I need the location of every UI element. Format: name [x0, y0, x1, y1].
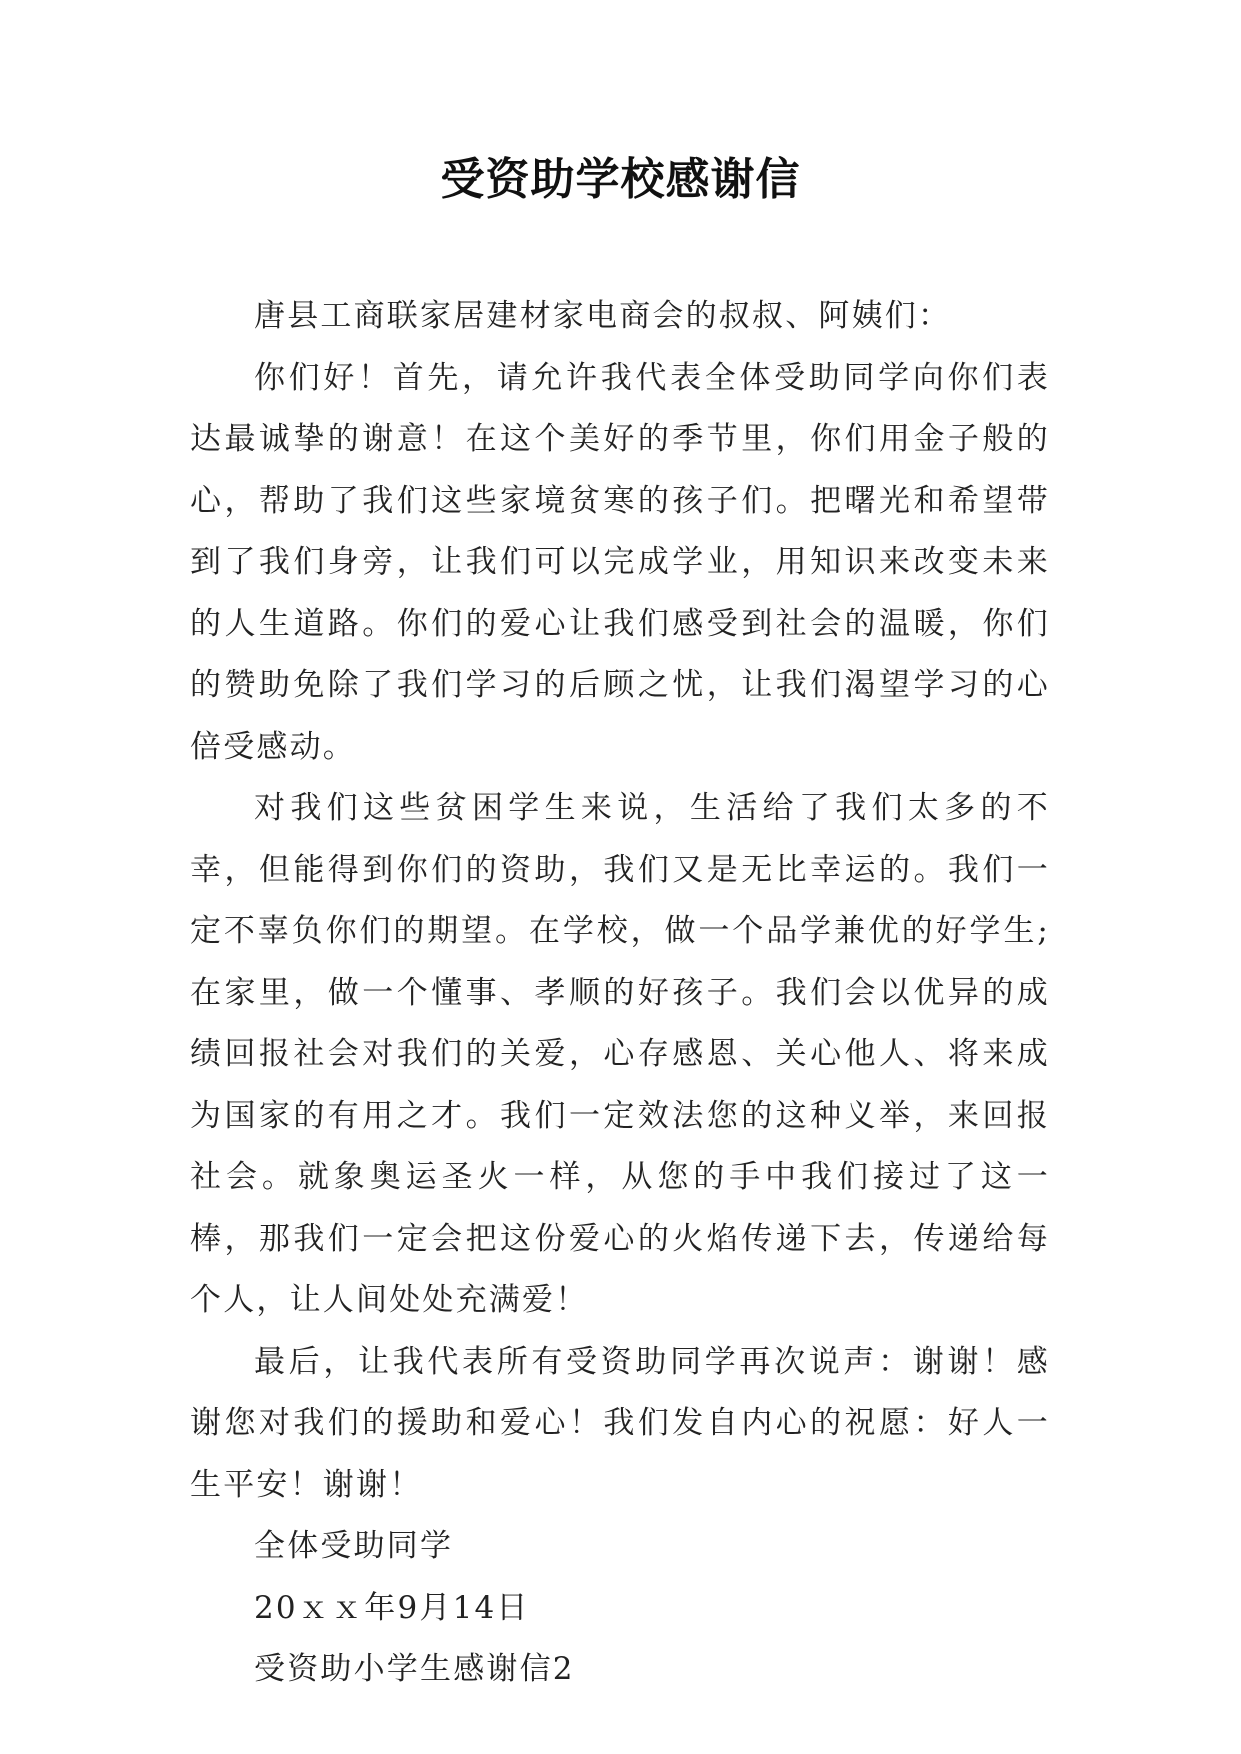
paragraph-3: 最后，让我代表所有受资助同学再次说声：谢谢！感谢您对我们的援助和爱心！我们发自内心的祝愿：好人一生平安！谢谢！ [190, 1343, 1050, 1503]
paragraph-1: 你们好！首先，请允许我代表全体受助同学向你们表达最诚挚的谢意！在这个美好的季节里，你们用金子般的心，帮助了我们这些家境贫寒的孩子们。把曙光和希望带到了我们身旁，让我们可以完成学业，用知识来改变未来的人生道路。你们的爱心让我们感受到社会的温暖，你们的赞助免除了我们学习的后顾之忧，让我们渴望学习的心倍受感动。 [190, 359, 1050, 765]
date: 20ｘｘ年9月14日 [254, 1589, 530, 1626]
page-title: 受资助学校感谢信 [440, 154, 801, 205]
signature: 全体受助同学 [254, 1528, 454, 1564]
letter-body [190, 286, 1050, 1701]
paragraph-2: 对我们这些贫困学生来说，生活给了我们太多的不幸，但能得到你们的资助，我们又是无比幸运的。我们一定不辜负你们的期望。在学校，做一个品学兼优的好学生;在家里，做一个懂事、孝顺的好孩子。我们会以优异的成绩回报社会对我们的关爱，心存感恩、关心他人、将来成为国家的有用之才。我们一定效法您的这种义举，来回报社会。就象奥运圣火一样，从您的手中我们接过了这一棒，那我们一定会把这份爱心的火焰传递下去，传递给每个人，让人间处处充满爱！ [190, 790, 1050, 1318]
salutation: 唐县工商联家居建材家电商会的叔叔、阿姨们： [254, 298, 952, 334]
next-letter-heading: 受资助小学生感谢信2 [254, 1651, 575, 1687]
